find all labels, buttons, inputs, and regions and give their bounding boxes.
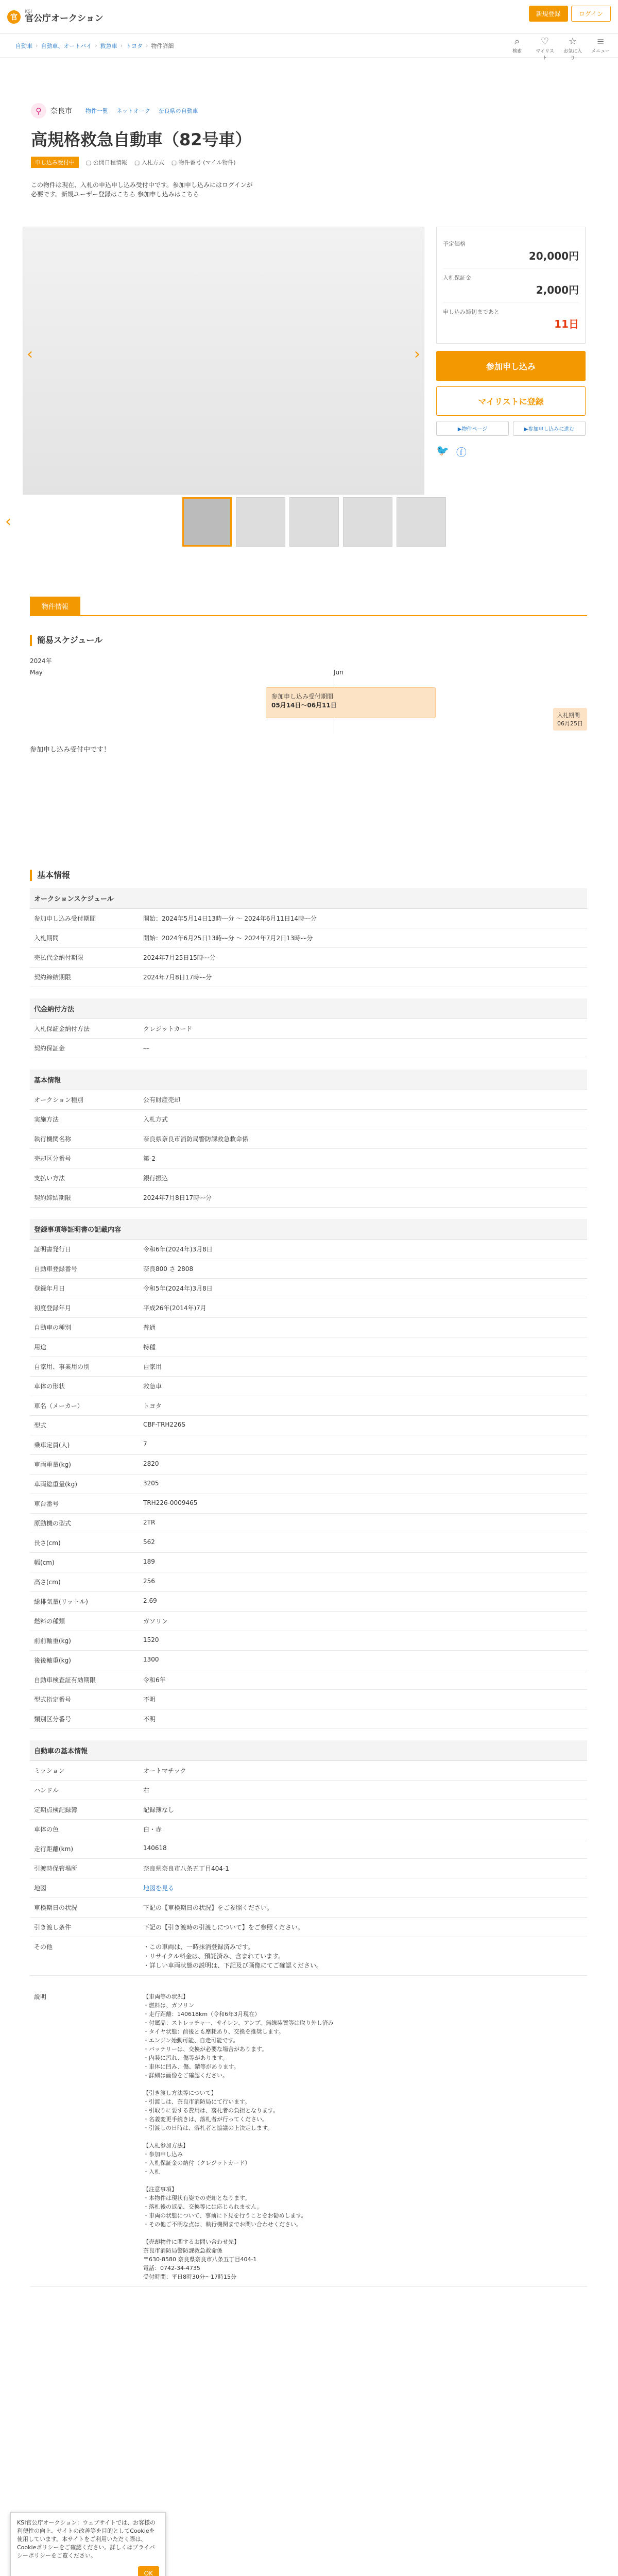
row-value: 開始：2024年6月25日13時ｰｰ分 ～ 2024年7月2日13時ｰｰ分 xyxy=(143,935,313,942)
row-value: 令和5年(2024年)3月8日 xyxy=(143,1285,213,1292)
row-key: 類別区分番号 xyxy=(34,1716,72,1723)
table-row xyxy=(30,1670,587,1690)
row-key: 車体の色 xyxy=(34,1826,59,1833)
thumbnail[interactable] xyxy=(236,497,285,547)
apply-notice: この物件は現在、入札の申込申し込み受付中です。参加申し込みにはログインが必要です。新規ユーザー登録はこちら 参加申し込みはこちら xyxy=(31,181,253,198)
table-row xyxy=(30,1377,587,1396)
row-key: 自家用、事業用の別 xyxy=(34,1363,90,1370)
row-key: 走行距離(km) xyxy=(34,1845,74,1853)
row-value: 3205 xyxy=(143,1480,159,1487)
table-row xyxy=(30,968,587,987)
table-row xyxy=(30,948,587,968)
table-row xyxy=(30,1761,587,1781)
info-title: 基本情報 xyxy=(30,870,587,881)
row-value: 下記の【車検期日の状況】をご参照ください。 xyxy=(143,1904,273,1911)
bid-period-label: 入札期間 xyxy=(557,712,580,719)
tag-label: ▢ 物件番号 (マイル物件) xyxy=(171,159,236,166)
cookie-ok-button[interactable]: OK xyxy=(138,2566,159,2576)
top-header xyxy=(0,0,618,34)
row-key: 契約保証金 xyxy=(34,1045,65,1052)
basic-info-section xyxy=(30,870,587,2287)
timeline-year: 2024年 xyxy=(30,657,52,665)
table-row xyxy=(30,1240,587,1259)
row-key: 高さ(cm) xyxy=(34,1579,61,1586)
next-photo-icon[interactable]: › xyxy=(414,345,420,363)
group-header: 自動車の基本情報 xyxy=(30,1740,587,1761)
row-value: 右 xyxy=(143,1787,150,1794)
row-key: 燃料の種類 xyxy=(34,1618,65,1625)
table-row xyxy=(30,1918,587,1937)
table-row xyxy=(30,1019,587,1039)
table-row xyxy=(30,909,587,928)
row-key: 引き渡し条件 xyxy=(34,1924,72,1931)
row-key: 地図 xyxy=(34,1885,47,1892)
breadcrumb-item[interactable]: 救急車 xyxy=(100,42,117,49)
table-row xyxy=(30,1514,587,1533)
table-row xyxy=(30,1259,587,1279)
application-period-bar xyxy=(266,687,436,718)
row-value: 2024年7月8日17時ｰｰ分 xyxy=(143,974,212,981)
breadcrumb-item[interactable]: 自動車 xyxy=(15,42,32,49)
site-logo[interactable] xyxy=(7,10,104,24)
group-header: オークションスケジュール xyxy=(30,888,587,909)
table-row xyxy=(30,1631,587,1651)
breadcrumb-item[interactable]: 自動車、オートバイ xyxy=(41,42,92,49)
table-row xyxy=(30,1494,587,1514)
location-pin-icon: ⚲ xyxy=(31,103,46,118)
tag-label: ▢ 公開日程情報 xyxy=(86,159,127,166)
price-label: 予定価格 xyxy=(443,241,466,247)
row-value: 入札方式 xyxy=(143,1116,168,1123)
table-row xyxy=(30,1168,587,1188)
row-key: その他 xyxy=(34,1943,53,1951)
table-row xyxy=(30,1090,587,1110)
table-row xyxy=(30,1475,587,1494)
table-row xyxy=(30,1188,587,1208)
logo-sub: KSI xyxy=(25,9,32,14)
map-link[interactable]: 地図を見る xyxy=(143,1885,175,1892)
deadline-label: 申し込み締切まであと xyxy=(443,309,500,315)
row-value: 2.69 xyxy=(143,1597,157,1604)
table-row xyxy=(30,1435,587,1455)
table-row xyxy=(30,1455,587,1475)
row-key: 登録年月日 xyxy=(34,1285,65,1292)
item-header xyxy=(0,58,618,168)
row-key: 乗車定員(人) xyxy=(34,1442,70,1449)
row-value: トヨタ xyxy=(143,1402,162,1410)
thumbnail[interactable] xyxy=(343,497,392,547)
table-row xyxy=(30,1781,587,1800)
category-link[interactable]: 物件一覧 xyxy=(85,108,108,114)
tag-label: ▢ 入札方式 xyxy=(134,159,164,166)
table-row xyxy=(30,1129,587,1149)
row-value: 平成26年(2014年)7月 xyxy=(143,1304,207,1312)
row-value: 第-2 xyxy=(143,1155,156,1162)
description-text: 【車両等の状況】 ・燃料は、ガソリン ・走行距離：140618km（令和6年3月現在） ・付属品：ストレッチャー、サイレン、アンプ、無線装置等は取り外し済み ・タイヤ状態：前後とも摩耗あり、交換を推奨します。 ・エンジン始動可能、自走可能です。 ・バッテリーは、交換が必要な場合があります。 ・内装に汚れ、傷等があります。 ・車体に凹み、傷、錆等があります。 ・詳細は画像をご確認ください。 【引き渡し方法等について】 ・引渡しは、奈良市消防局にて行います。 ・引取りに要する費用は、落札者の負担となります。 ・名義変更手続きは、落札者が行ってください。 ・引渡しの日時は、落札者と協議の上決定します。 【入札参加方法】 ・参加申し込み ・入札保証金の納付（クレジットカード） ・入札 【注意事項】 ・本物件は現状有姿での売却となります。 ・落札後の返品、交換等には応じられません。 ・車両の状態について、事前に下見を行うことをお勧めします。 ・その他ご不明な点は、執行機関までお問い合わせください。 【売却物件に関するお問い合わせ先】 奈良市消防局警防課救急救命係 〒630-8580 奈良県奈良市八条五丁目404-1 電話：0742-34-4735 受付時間：平日8時30分～17時15分 xyxy=(143,1993,334,2280)
table-row xyxy=(30,1553,587,1572)
row-value: ガソリン xyxy=(143,1618,168,1625)
row-key: 引渡時保管場所 xyxy=(34,1865,78,1872)
logo-name: 官公庁オークション xyxy=(25,13,104,24)
row-key: 車両重量(kg) xyxy=(34,1461,71,1468)
row-key: 証明書発行日 xyxy=(34,1246,72,1253)
page-title: 高規格救急自動車（82号車） xyxy=(31,130,252,149)
apply-button[interactable]: 参加申し込み xyxy=(436,351,586,381)
table-row xyxy=(30,1396,587,1416)
row-key: 車検期日の状況 xyxy=(34,1904,78,1911)
period-dates: 05月14日～06月11日 xyxy=(271,702,337,709)
register-button[interactable]: 新規登録 xyxy=(529,6,568,22)
row-value: 奈良800 さ 2808 xyxy=(143,1265,194,1273)
row-value: 奈良県奈良市八条五丁目404-1 xyxy=(143,1865,229,1872)
row-value: 256 xyxy=(143,1578,155,1585)
table-row xyxy=(30,1318,587,1337)
table-row xyxy=(30,1298,587,1318)
bid-period-date: 06月25日 xyxy=(557,720,583,727)
table-row xyxy=(30,1592,587,1612)
table-row xyxy=(30,1800,587,1820)
table-row xyxy=(30,1651,587,1670)
row-value: ・この車両は、一時抹消登録済みです。 ・リサイクル料金は、預託済み、含まれています。 ・詳しい車両状態の説明は、下記及び画像にてご確認ください。 xyxy=(143,1943,323,1969)
breadcrumb-separator: › xyxy=(95,42,97,49)
tab-item-info[interactable]: 物件情報 xyxy=(30,597,80,615)
row-key: ハンドル xyxy=(34,1787,59,1794)
cookie-banner xyxy=(10,2512,166,2576)
table-row xyxy=(30,1709,587,1729)
thumbs-prev-icon[interactable]: ‹ xyxy=(5,513,11,531)
row-key: 自動車検査証有効期限 xyxy=(34,1676,96,1684)
star-icon[interactable]: ☆ お気に入り xyxy=(563,36,582,61)
row-key: 前前軸重(kg) xyxy=(34,1637,71,1645)
main-area xyxy=(5,227,589,598)
row-value: 令和6年 xyxy=(143,1676,166,1684)
row-key: 初度登録年月 xyxy=(34,1304,72,1312)
table-row xyxy=(30,1533,587,1553)
thumbnail[interactable] xyxy=(397,497,446,547)
breadcrumb-item[interactable]: トヨタ xyxy=(126,42,143,49)
row-key: 型式指定番号 xyxy=(34,1696,72,1703)
table-row xyxy=(30,1572,587,1592)
table-row xyxy=(30,1357,587,1377)
bid-period-marker xyxy=(553,708,587,731)
period-label: 参加申し込み受付期間 xyxy=(271,693,334,700)
row-value: CBF-TRH226S xyxy=(143,1421,185,1428)
row-key: 総排気量(リットル) xyxy=(34,1598,88,1605)
table-row xyxy=(30,1859,587,1878)
table-row xyxy=(30,1149,587,1168)
row-key: 自動車の種別 xyxy=(34,1324,72,1331)
breadcrumb-current: 物件詳細 xyxy=(151,42,174,49)
search-icon[interactable]: ⌕ 検索 xyxy=(512,36,522,54)
row-key: 支払い方法 xyxy=(34,1175,65,1182)
add-mylist-button[interactable]: マイリストに登録 xyxy=(436,386,586,416)
row-value: 562 xyxy=(143,1538,155,1546)
row-value: 特種 xyxy=(143,1344,156,1351)
schedule-section xyxy=(30,635,587,754)
main-photo xyxy=(23,227,424,495)
row-key: 執行機関名称 xyxy=(34,1136,72,1143)
row-value: 2024年7月8日17時ｰｰ分 xyxy=(143,1194,212,1201)
schedule-title: 簡易スケジュール xyxy=(30,635,587,646)
deposit-value: 2,000円 xyxy=(536,284,579,296)
row-key: 参加申し込み受付期間 xyxy=(34,915,96,922)
row-value: 1520 xyxy=(143,1636,159,1643)
item-page-button[interactable]: ▶物件ページ xyxy=(436,421,509,436)
table-row xyxy=(30,928,587,948)
breadcrumb-separator: › xyxy=(146,42,148,49)
row-key: 車名（メーカー） xyxy=(34,1402,83,1410)
schedule-timeline xyxy=(30,656,587,734)
row-key: 長さ(cm) xyxy=(34,1539,61,1547)
row-key: 入札保証金納付方法 xyxy=(34,1025,90,1032)
row-key: 車体の形状 xyxy=(34,1383,65,1390)
row-key: 用途 xyxy=(34,1344,47,1351)
row-key: 型式 xyxy=(34,1422,47,1429)
row-value: 不明 xyxy=(143,1716,156,1723)
row-value: 不明 xyxy=(143,1696,156,1703)
status-badge: 申し込み受付中 xyxy=(31,157,79,168)
row-value: ｰｰ xyxy=(143,1045,150,1052)
thumbnail[interactable] xyxy=(182,497,232,547)
price-value: 20,000円 xyxy=(528,250,579,262)
deadline-value: 11日 xyxy=(554,318,579,330)
row-key: 入札期間 xyxy=(34,935,59,942)
table-row xyxy=(30,1416,587,1435)
row-key: ミッション xyxy=(34,1767,65,1774)
row-value: 公有財産売却 xyxy=(143,1096,181,1104)
row-key: 後後軸重(kg) xyxy=(34,1657,71,1664)
row-value: 1300 xyxy=(143,1656,159,1663)
tab-underline xyxy=(30,615,587,616)
group-header: 基本情報 xyxy=(30,1070,587,1090)
row-value: 下記の【引き渡時の引渡しについて】をご参照ください。 xyxy=(143,1924,304,1931)
breadcrumb-separator: › xyxy=(120,42,123,49)
price-panel xyxy=(436,227,586,459)
login-button[interactable]: ログイン xyxy=(571,6,611,22)
table-row xyxy=(30,1898,587,1918)
heart-icon[interactable]: ♡ マイリスト xyxy=(536,36,554,61)
row-value: 2TR xyxy=(143,1519,156,1526)
prev-photo-icon[interactable]: ‹ xyxy=(27,345,33,363)
row-value: 2820 xyxy=(143,1460,159,1467)
description-row xyxy=(30,1987,587,2287)
row-value: オートマチック xyxy=(143,1767,186,1774)
row-key: 実施方法 xyxy=(34,1116,59,1123)
row-key: 売却区分番号 xyxy=(34,1155,72,1162)
row-value: 救急車 xyxy=(143,1383,162,1390)
apply-next-button[interactable]: ▶参加申し込みに進む xyxy=(513,421,586,436)
breadcrumb-separator: › xyxy=(36,42,38,49)
row-key: 車台番号 xyxy=(34,1500,59,1507)
category-link[interactable]: 奈良県の自動車 xyxy=(158,108,198,114)
row-key: 契約締結期限 xyxy=(34,1194,72,1201)
table-row xyxy=(30,1820,587,1839)
row-value: クレジットカード xyxy=(143,1025,193,1032)
facebook-icon[interactable]: ⓕ xyxy=(456,446,467,459)
prefecture-label: 奈良市 xyxy=(50,107,72,115)
row-value: 普通 xyxy=(143,1324,156,1331)
row-value: 189 xyxy=(143,1558,155,1565)
table-row xyxy=(30,1039,587,1058)
row-key: オークション種別 xyxy=(34,1096,83,1104)
row-key: 原動機の型式 xyxy=(34,1520,72,1527)
row-key: 定期点検記録簿 xyxy=(34,1806,78,1814)
row-value: 白・赤 xyxy=(143,1826,162,1833)
row-key: 自動車登録番号 xyxy=(34,1265,78,1273)
table-row xyxy=(30,1690,587,1709)
row-key: 説明 xyxy=(34,1993,47,2001)
table-row xyxy=(30,1337,587,1357)
thumbnail[interactable] xyxy=(289,497,339,547)
row-value: 奈良県奈良市消防局警防課救急救命係 xyxy=(143,1136,249,1143)
group-header: 登録事項等証明書の記載内容 xyxy=(30,1219,587,1240)
row-value: 2024年7月25日15時ｰｰ分 xyxy=(143,954,216,961)
row-value: 令和6年(2024年)3月8日 xyxy=(143,1246,213,1253)
row-value: TRH226-0009465 xyxy=(143,1499,198,1506)
row-value: 銀行振込 xyxy=(143,1175,168,1182)
row-key: 幅(cm) xyxy=(34,1559,55,1566)
schedule-note: 参加申し込み受付中です！ xyxy=(30,746,111,754)
table-row xyxy=(30,1110,587,1129)
row-key: 契約締結期限 xyxy=(34,974,72,981)
row-value: 記録簿なし xyxy=(143,1806,175,1814)
cookie-text: KSI官公庁オークション：ウェブサイトでは、お客様の利便性の向上、サイトの改善等を目的としてCookieを使用しています。本サイトをご利用いただく際は、Cookieポリシーをご確認ください。詳しくはプライバシーポリシーをご覧ください。 xyxy=(17,2519,156,2559)
breadcrumb xyxy=(0,34,618,61)
menu-icon[interactable]: ≡ メニュー xyxy=(591,36,610,54)
row-key: 車両総重量(kg) xyxy=(34,1481,77,1488)
group-header: 代金納付方法 xyxy=(30,998,587,1019)
twitter-icon[interactable]: 🐦 xyxy=(436,444,449,456)
row-value: 140618 xyxy=(143,1844,167,1852)
category-link[interactable]: ネットオーク xyxy=(116,108,150,114)
photo-gallery xyxy=(5,227,424,551)
table-row xyxy=(30,1937,587,1976)
logo-mark-icon: 官 xyxy=(7,10,21,24)
row-value: 7 xyxy=(143,1440,147,1448)
table-row xyxy=(30,1878,587,1898)
table-row xyxy=(30,1839,587,1859)
timeline-month: Jun xyxy=(334,669,344,676)
row-value: 自家用 xyxy=(143,1363,162,1370)
deposit-label: 入札保証金 xyxy=(443,275,471,281)
timeline-month: May xyxy=(30,669,43,676)
table-row xyxy=(30,1612,587,1631)
row-value: 開始：2024年5月14日13時ｰｰ分 ～ 2024年6月11日14時ｰｰ分 xyxy=(143,915,317,922)
row-key: 売払代金納付期限 xyxy=(34,954,84,961)
table-row xyxy=(30,1279,587,1298)
